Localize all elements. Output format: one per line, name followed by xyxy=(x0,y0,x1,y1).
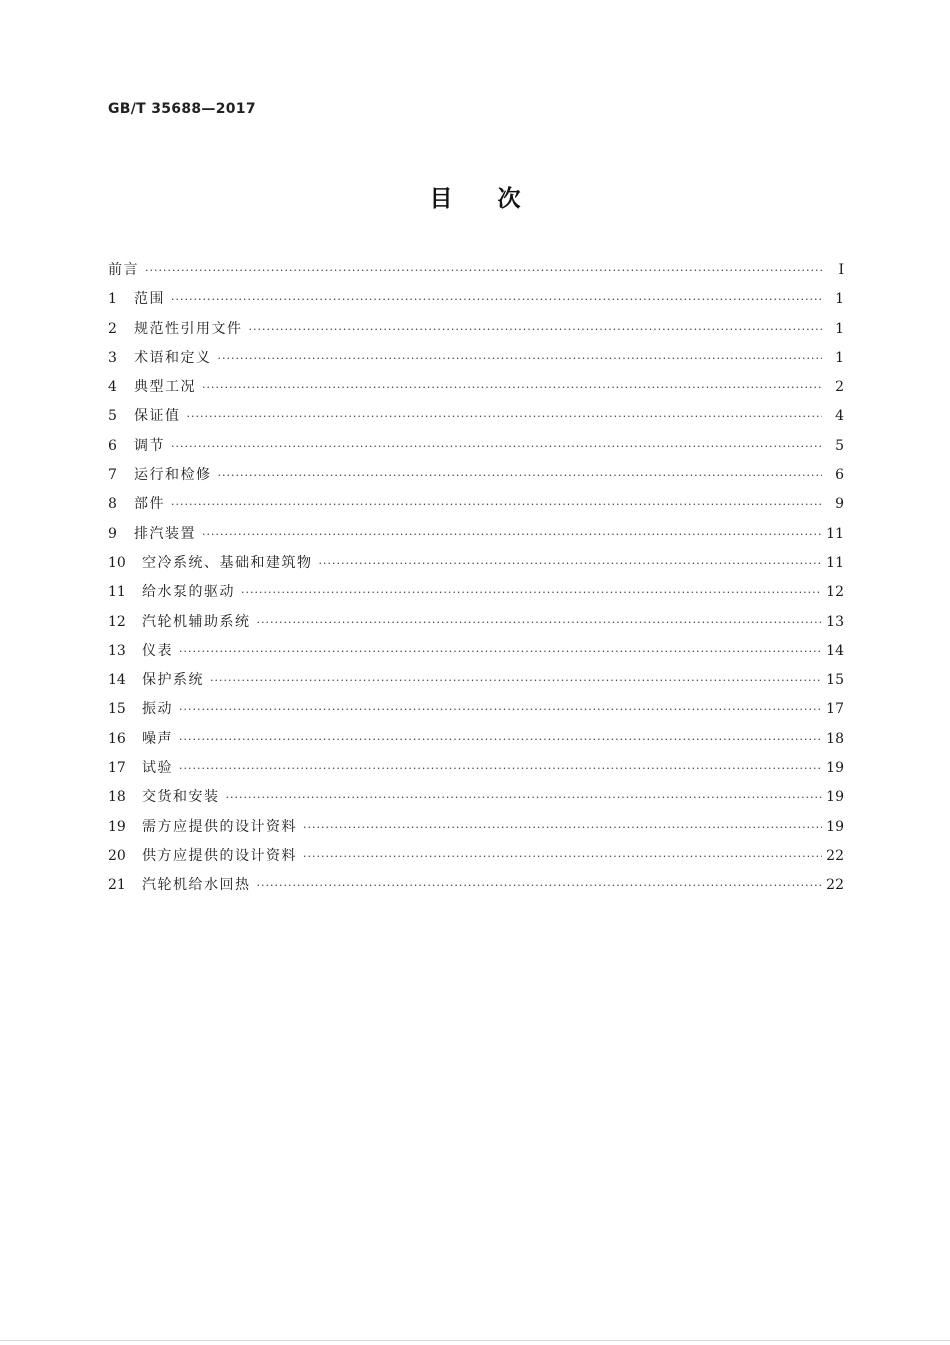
toc-entry-number: 18 xyxy=(108,789,126,806)
toc-entry-label: 振动 xyxy=(142,701,173,718)
toc-entry-15[interactable] xyxy=(108,695,844,724)
toc-entry-page: 14 xyxy=(826,642,844,659)
toc-entry-number: 8 xyxy=(108,496,117,513)
toc-leader-dots xyxy=(226,783,823,812)
page-title: 目次 xyxy=(429,186,566,212)
toc-entry-page: 11 xyxy=(826,525,844,542)
toc-leader-dots xyxy=(145,256,822,285)
toc-entry-label: 调节 xyxy=(134,437,165,454)
toc-entry-page: 15 xyxy=(826,672,844,689)
toc-entry-number: 15 xyxy=(108,701,126,718)
toc-entry-number: 16 xyxy=(108,730,126,747)
toc-entry-page: 5 xyxy=(835,437,844,454)
toc-entry-page: 4 xyxy=(835,408,844,425)
toc-entry-label: 保证值 xyxy=(134,408,181,425)
toc-entry-label: 前言 xyxy=(108,262,139,278)
toc-leader-dots xyxy=(303,842,822,871)
toc-entry-label: 汽轮机给水回热 xyxy=(142,877,251,894)
toc-leader-dots xyxy=(179,725,822,754)
toc-entry-page: 1 xyxy=(835,349,844,366)
toc-entry-17[interactable] xyxy=(108,754,844,783)
toc-entry-number: 12 xyxy=(108,613,126,630)
toc-entry-page: 17 xyxy=(826,701,844,718)
toc-entry-number: 19 xyxy=(108,818,126,835)
toc-entry-label: 噪声 xyxy=(142,730,173,747)
toc-entry-16[interactable] xyxy=(108,725,844,754)
toc-entry-4[interactable] xyxy=(108,373,844,402)
toc-entry-number: 13 xyxy=(108,642,126,659)
toc-entry-number: 5 xyxy=(108,408,117,425)
toc-leader-dots xyxy=(257,871,823,900)
toc-leader-dots xyxy=(179,754,822,783)
toc-entry-label: 仪表 xyxy=(142,642,173,659)
toc-leader-dots xyxy=(171,432,822,461)
toc-entry-label: 规范性引用文件 xyxy=(134,320,243,337)
toc-entry-label: 部件 xyxy=(134,496,165,513)
toc-entry-number: 9 xyxy=(108,525,117,542)
toc-entry-21[interactable] xyxy=(108,871,844,900)
toc-entry-number: 14 xyxy=(108,672,126,689)
toc-entry-9[interactable] xyxy=(108,520,844,549)
toc-entry-6[interactable] xyxy=(108,432,844,461)
toc-leader-dots xyxy=(241,578,822,607)
toc-leader-dots xyxy=(179,637,822,666)
toc-entry-page: 13 xyxy=(826,613,844,630)
toc-entry-label: 供方应提供的设计资料 xyxy=(142,847,297,864)
toc-entry-page: 19 xyxy=(826,789,844,806)
toc-entry-page: 18 xyxy=(826,730,844,747)
toc-entry-number: 10 xyxy=(108,554,126,571)
toc-entry-number: 3 xyxy=(108,349,117,366)
toc-entry-18[interactable] xyxy=(108,783,844,812)
toc-entry-number: 20 xyxy=(108,847,126,864)
toc-entry-page: 19 xyxy=(826,760,844,777)
toc-entry-page: 9 xyxy=(835,496,844,513)
toc-leader-dots xyxy=(179,695,822,724)
toc-entry-13[interactable] xyxy=(108,637,844,666)
toc-entry-label: 术语和定义 xyxy=(134,349,212,366)
toc-entry-5[interactable] xyxy=(108,402,844,431)
toc-leader-dots xyxy=(218,461,823,490)
toc-entry-page: 12 xyxy=(826,584,844,601)
toc-entry-1[interactable] xyxy=(108,285,844,314)
toc-entry-3[interactable] xyxy=(108,344,844,373)
toc-entry-page: 2 xyxy=(835,379,844,396)
toc-leader-dots xyxy=(171,285,822,314)
toc-entry-11[interactable] xyxy=(108,578,844,607)
toc-entry-label: 保护系统 xyxy=(142,672,204,689)
toc-leader-dots xyxy=(303,813,822,842)
toc-entry-page: 22 xyxy=(826,847,844,864)
toc-entry-7[interactable] xyxy=(108,461,844,490)
toc-entry-label: 范围 xyxy=(134,291,165,308)
toc-entry-label: 运行和检修 xyxy=(134,467,212,484)
toc-entry-label: 试验 xyxy=(142,760,173,777)
toc-entry-14[interactable] xyxy=(108,666,844,695)
toc-entry-page: 11 xyxy=(826,554,844,571)
page-bottom-edge xyxy=(0,1340,950,1341)
toc-entry-label: 给水泵的驱动 xyxy=(142,584,235,601)
toc-entry-page: 1 xyxy=(835,291,844,308)
toc-leader-dots xyxy=(187,402,823,431)
toc-leader-dots xyxy=(202,520,822,549)
toc-leader-dots xyxy=(319,549,823,578)
toc-entry-8[interactable] xyxy=(108,490,844,519)
toc-leader-dots xyxy=(249,315,823,344)
toc-entry-number: 6 xyxy=(108,437,117,454)
toc-entry-foreword[interactable] xyxy=(108,256,844,285)
toc-leader-dots xyxy=(171,490,822,519)
toc-entry-number: 4 xyxy=(108,379,117,396)
toc-entry-number: 1 xyxy=(108,291,117,308)
toc-entry-label: 需方应提供的设计资料 xyxy=(142,818,297,835)
toc-entry-number: 7 xyxy=(108,467,117,484)
toc-entry-page: 19 xyxy=(826,818,844,835)
toc-entry-number: 2 xyxy=(108,320,117,337)
toc-entry-10[interactable] xyxy=(108,549,844,578)
toc-leader-dots xyxy=(218,344,823,373)
table-of-contents xyxy=(108,256,844,901)
standard-code: GB/T 35688—2017 xyxy=(108,101,256,117)
toc-entry-20[interactable] xyxy=(108,842,844,871)
toc-entry-page: 22 xyxy=(826,877,844,894)
toc-entry-page: 6 xyxy=(835,467,844,484)
toc-entry-page: 1 xyxy=(835,320,844,337)
toc-entry-page: Ⅰ xyxy=(838,262,844,278)
toc-leader-dots xyxy=(257,608,823,637)
toc-entry-number: 11 xyxy=(108,584,126,601)
toc-leader-dots xyxy=(202,373,822,402)
toc-entry-2[interactable] xyxy=(108,315,844,344)
toc-entry-label: 交货和安装 xyxy=(142,789,220,806)
toc-entry-12[interactable] xyxy=(108,608,844,637)
toc-entry-19[interactable] xyxy=(108,813,844,842)
toc-entry-number: 21 xyxy=(108,877,126,894)
toc-entry-label: 典型工况 xyxy=(134,379,196,396)
toc-leader-dots xyxy=(210,666,822,695)
toc-entry-label: 排汽装置 xyxy=(134,525,196,542)
toc-entry-number: 17 xyxy=(108,760,126,777)
toc-entry-label: 汽轮机辅助系统 xyxy=(142,613,251,630)
toc-entry-label: 空冷系统、基础和建筑物 xyxy=(142,554,313,571)
